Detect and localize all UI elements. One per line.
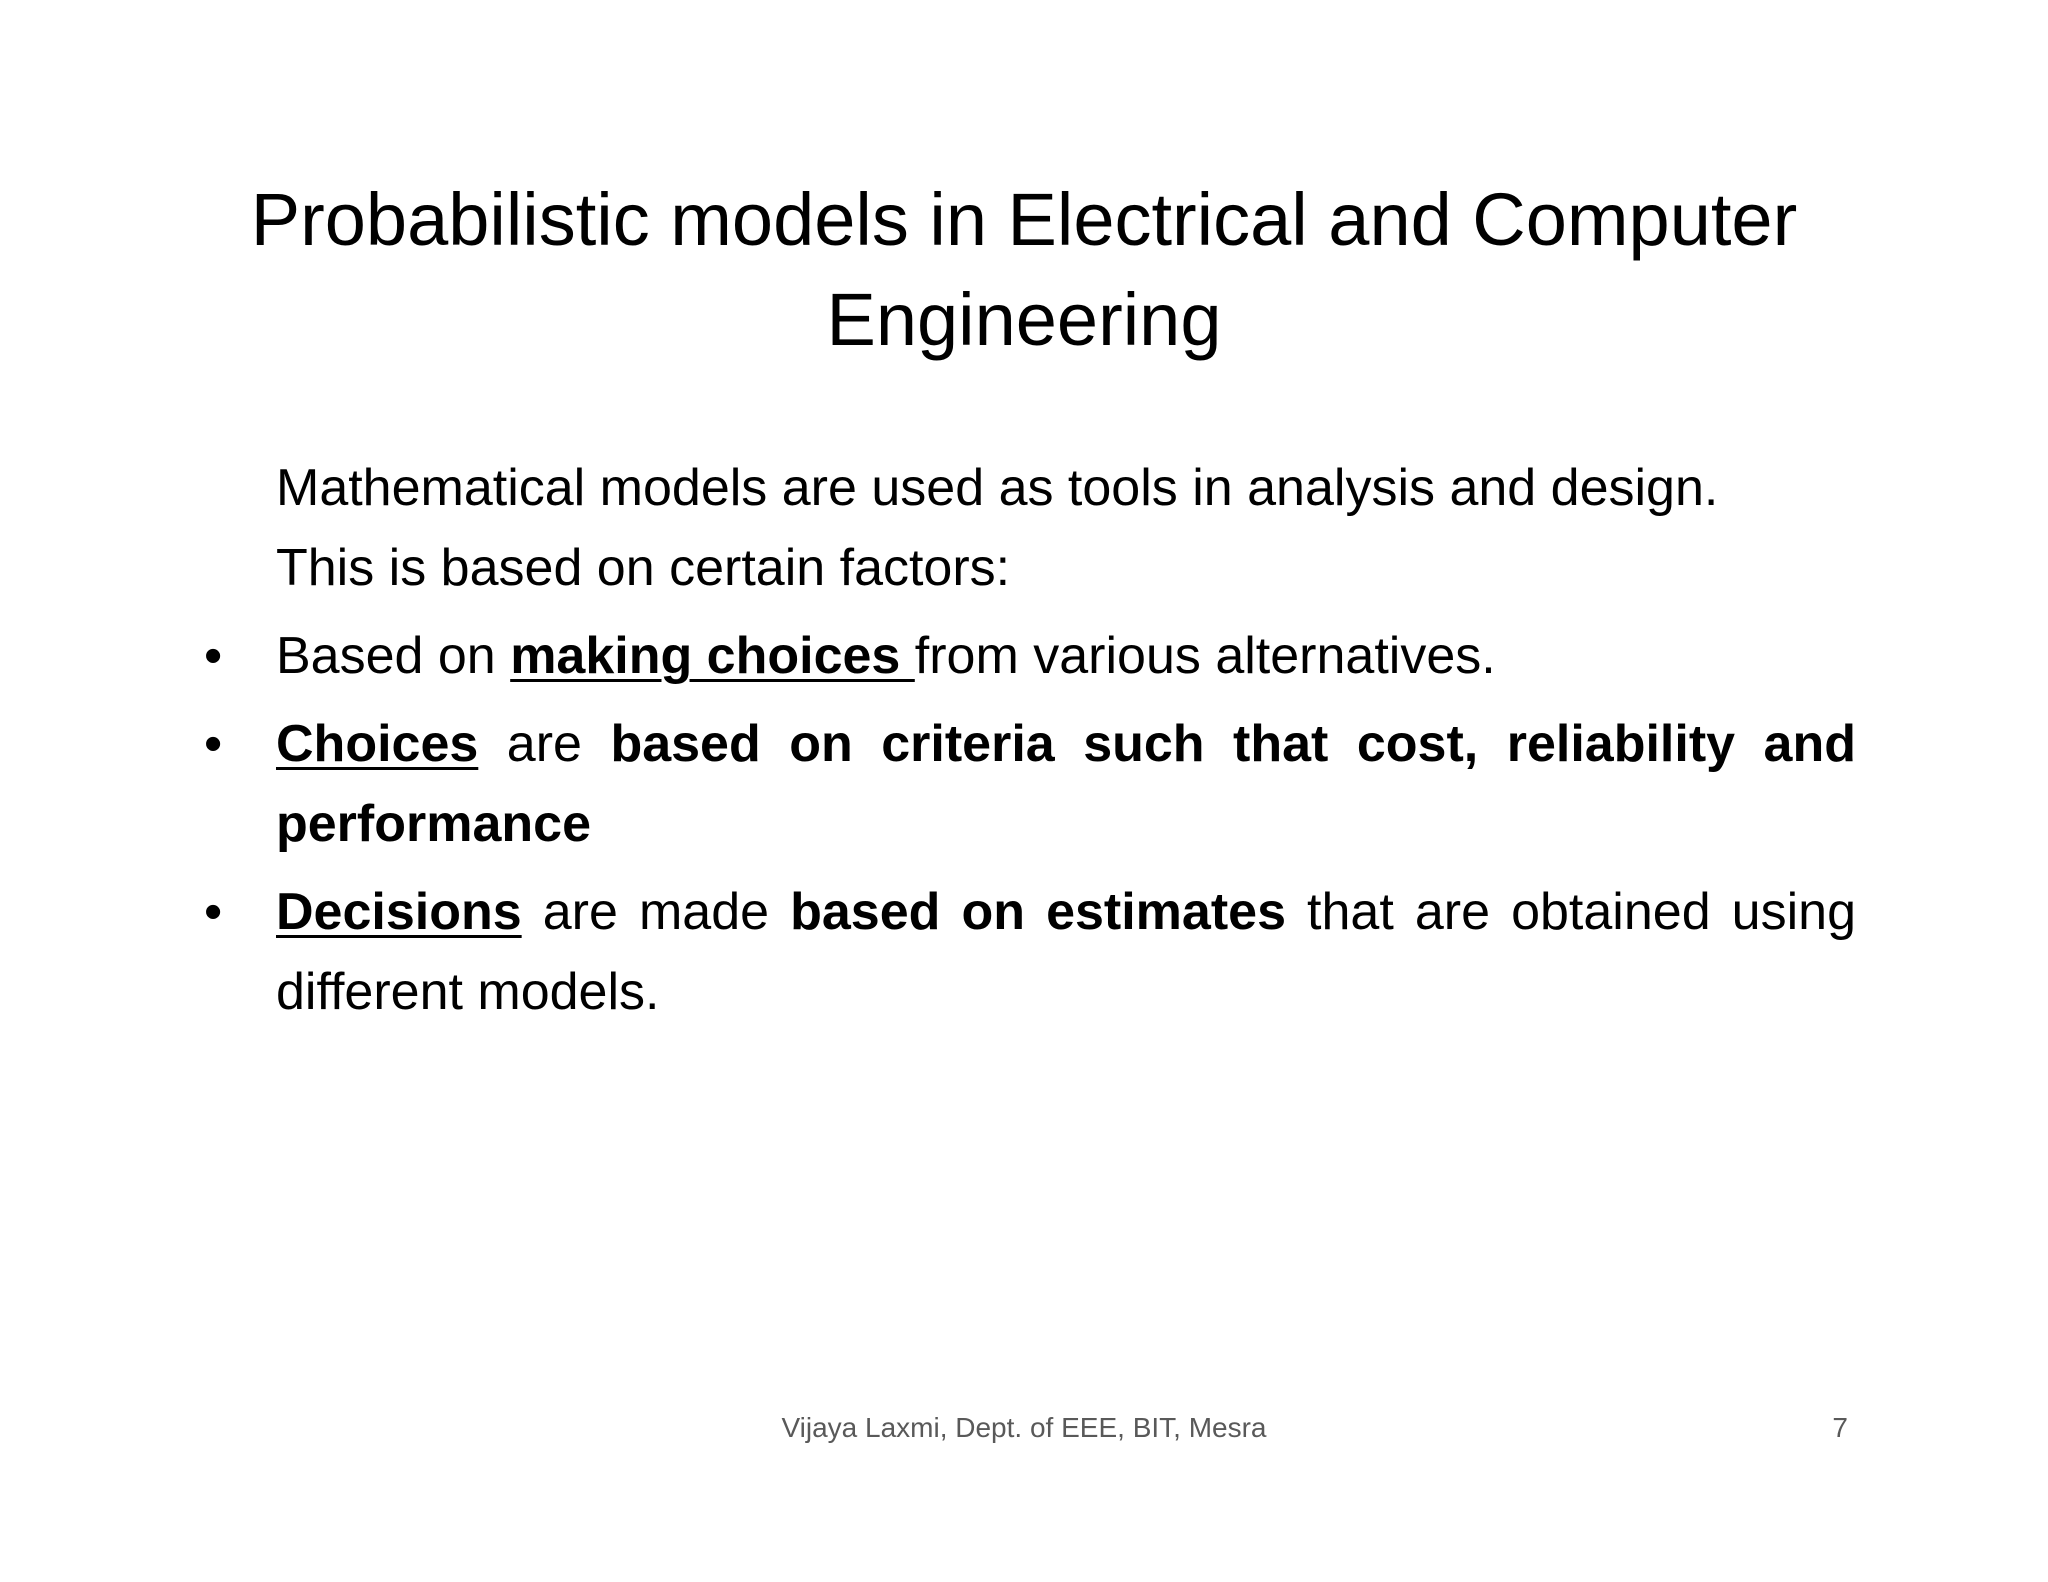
bullet-text: Based on bbox=[276, 627, 511, 685]
bullet-marker: • bbox=[204, 627, 223, 685]
bullet-text: that are obtained using different models. bbox=[276, 883, 1856, 1021]
bullet-text: are made bbox=[521, 883, 791, 941]
bullet-marker: • bbox=[204, 715, 223, 773]
intro-paragraph bbox=[276, 448, 1856, 608]
emphasis-text: Choices bbox=[276, 715, 479, 773]
intro-line-1: Mathematical models are used as tools in analysis and design. bbox=[276, 459, 1719, 517]
bullet-item bbox=[196, 704, 1856, 864]
slide-title-line-2: Engineering bbox=[826, 278, 1222, 361]
emphasis-text: based on estimates bbox=[790, 883, 1286, 941]
footer-author: Vijaya Laxmi, Dept. of EEE, BIT, Mesra bbox=[781, 1412, 1267, 1443]
slide-body bbox=[196, 448, 1856, 1040]
emphasis-text: making choices bbox=[510, 627, 915, 685]
slide-title bbox=[160, 170, 1888, 370]
bullet-item bbox=[196, 872, 1856, 1032]
page-number: 7 bbox=[1832, 1412, 1848, 1443]
intro-line-2: This is based on certain factors: bbox=[276, 539, 1011, 597]
slide-title-line-1: Probabilistic models in Electrical and Computer bbox=[250, 178, 1798, 261]
bullet-item bbox=[196, 616, 1856, 696]
bullet-text: are bbox=[478, 715, 611, 773]
bullet-text: from various alternatives. bbox=[914, 627, 1496, 685]
bullet-list bbox=[196, 616, 1856, 1032]
emphasis-text: based on criteria such that cost, reliability and performance bbox=[276, 715, 1856, 853]
bullet-marker: • bbox=[204, 883, 223, 941]
emphasis-text: Decisions bbox=[276, 883, 522, 941]
